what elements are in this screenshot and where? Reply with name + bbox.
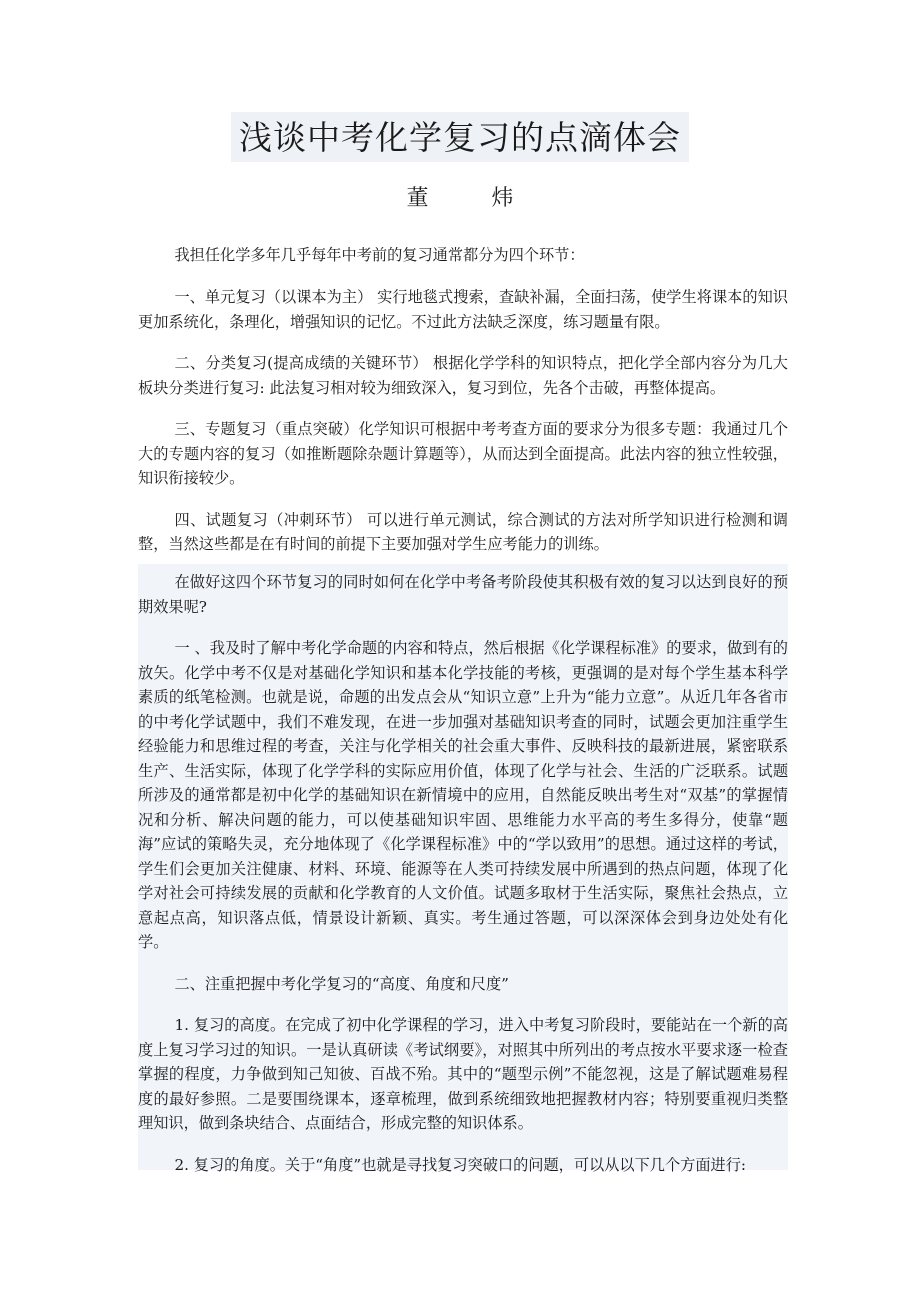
stage-paragraph-3: 三、专题复习（重点突破）化学知识可根据中考考查方面的要求分为很多专题：我通过几个大的专题内容的复习（如推断题除杂题计算题等），从而达到全面提高。此法内容的独立性较强，知识衔接较少。: [138, 420, 788, 487]
intro-block: [138, 243, 788, 285]
intro-paragraph: 我担任化学多年几乎每年中考前的复习通常都分为四个环节：: [174, 246, 585, 264]
point-two-1-paragraph: 1. 复习的高度。在完成了初中化学课程的学习，进入中考复习阶段时，要能站在一个新的高度上复习学习过的知识。一是认真研读《考试纲要》，对照其中所列出的考点按水平要求逐一检查掌握的程度，力争做到知己知彼、百战不殆。其中的“题型示例”不能忽视，这是了解试题难易程度的最好参照。二是要围绕课本，逐章梳理，做到系统细致地把握教材内容；特别要重视归类整理知识，做到条块结合、点面结合，形成完整的知识体系。: [138, 1016, 788, 1132]
question-paragraph: 在做好这四个环节复习的同时如何在化学中考备考阶段使其积极有效的复习以达到良好的预期效果呢?: [138, 573, 788, 616]
stage-paragraph-1: 一、单元复习（以课本为主） 实行地毯式搜索，查缺补漏，全面扫荡，使学生将课本的知识更加系统化，条理化，增强知识的记忆。不过此方法缺乏深度，练习题量有限。: [138, 288, 788, 331]
strategy-block: [138, 570, 788, 1194]
review-stages-block: [138, 285, 788, 574]
point-two-heading: 二、注重把握中考化学复习的“高度、角度和尺度”: [174, 974, 509, 993]
document-title-text: 浅谈中考化学复习的点滴体会: [231, 112, 689, 162]
stage-paragraph-2: 二、分类复习(提高成绩的关键环节） 根据化学学科的知识特点，把化学全部内容分为几大板块分类进行复习: 此法复习相对较为细致深入，复习到位，先各个击破，再整体提高。: [138, 354, 788, 397]
point-one-paragraph: 一 、我及时了解中考化学命题的内容和特点，然后根据《化学课程标准》的要求，做到有的放矢。化学中考不仅是对基础化学知识和基本化学技能的考核，更强调的是对每个学生基本科学素质的纸笔检测。也就是说，命题的出发点会从“知识立意”上升为“能力立意”。从近几年各省市的中考化学试题中，我们不难发现，在进一步加强对基础知识考查的同时，试题会更加注重学生经验能力和思维过程的考查，关注与化学相关的社会重大事件、反映科技的最新进展，紧密联系生产、生活实际，体现了化学学科的实际应用价值，体现了化学与社会、生活的广泛联系。试题所涉及的通常都是初中化学的基础知识在新情境中的应用，自然能反映出考生对“双基”的掌握情况和分析、解决问题的能力，可以使基础知识牢固、思维能力水平高的考生多得分，使靠“题海”应试的策略失灵，充分地体现了《化学课程标准》中的“学以致用”的思想。通过这样的考试，学生们会更加关注健康、材料、环境、能源等在人类可持续发展中所遇到的热点问题，体现了化学对社会可持续发展的贡献和化学教育的人文价值。试题多取材于生活实际，聚焦社会热点，立意起点高，知识落点低，情景设计新颖、真实。考生通过答题，可以深深体会到身边处处有化学。: [138, 639, 788, 951]
stage-paragraph-4: 四、试题复习（冲刺环节） 可以进行单元测试，综合测试的方法对所学知识进行检测和调整，当然这些都是在有时间的前提下主要加强对学生应考能力的训练。: [138, 510, 788, 553]
point-two-2-paragraph: 2. 复习的角度。关于“角度”也就是寻找复习突破口的问题，可以从以下几个方面进行:: [174, 1155, 746, 1174]
document-title: [0, 112, 920, 162]
author-name: 董 炜: [406, 186, 542, 211]
